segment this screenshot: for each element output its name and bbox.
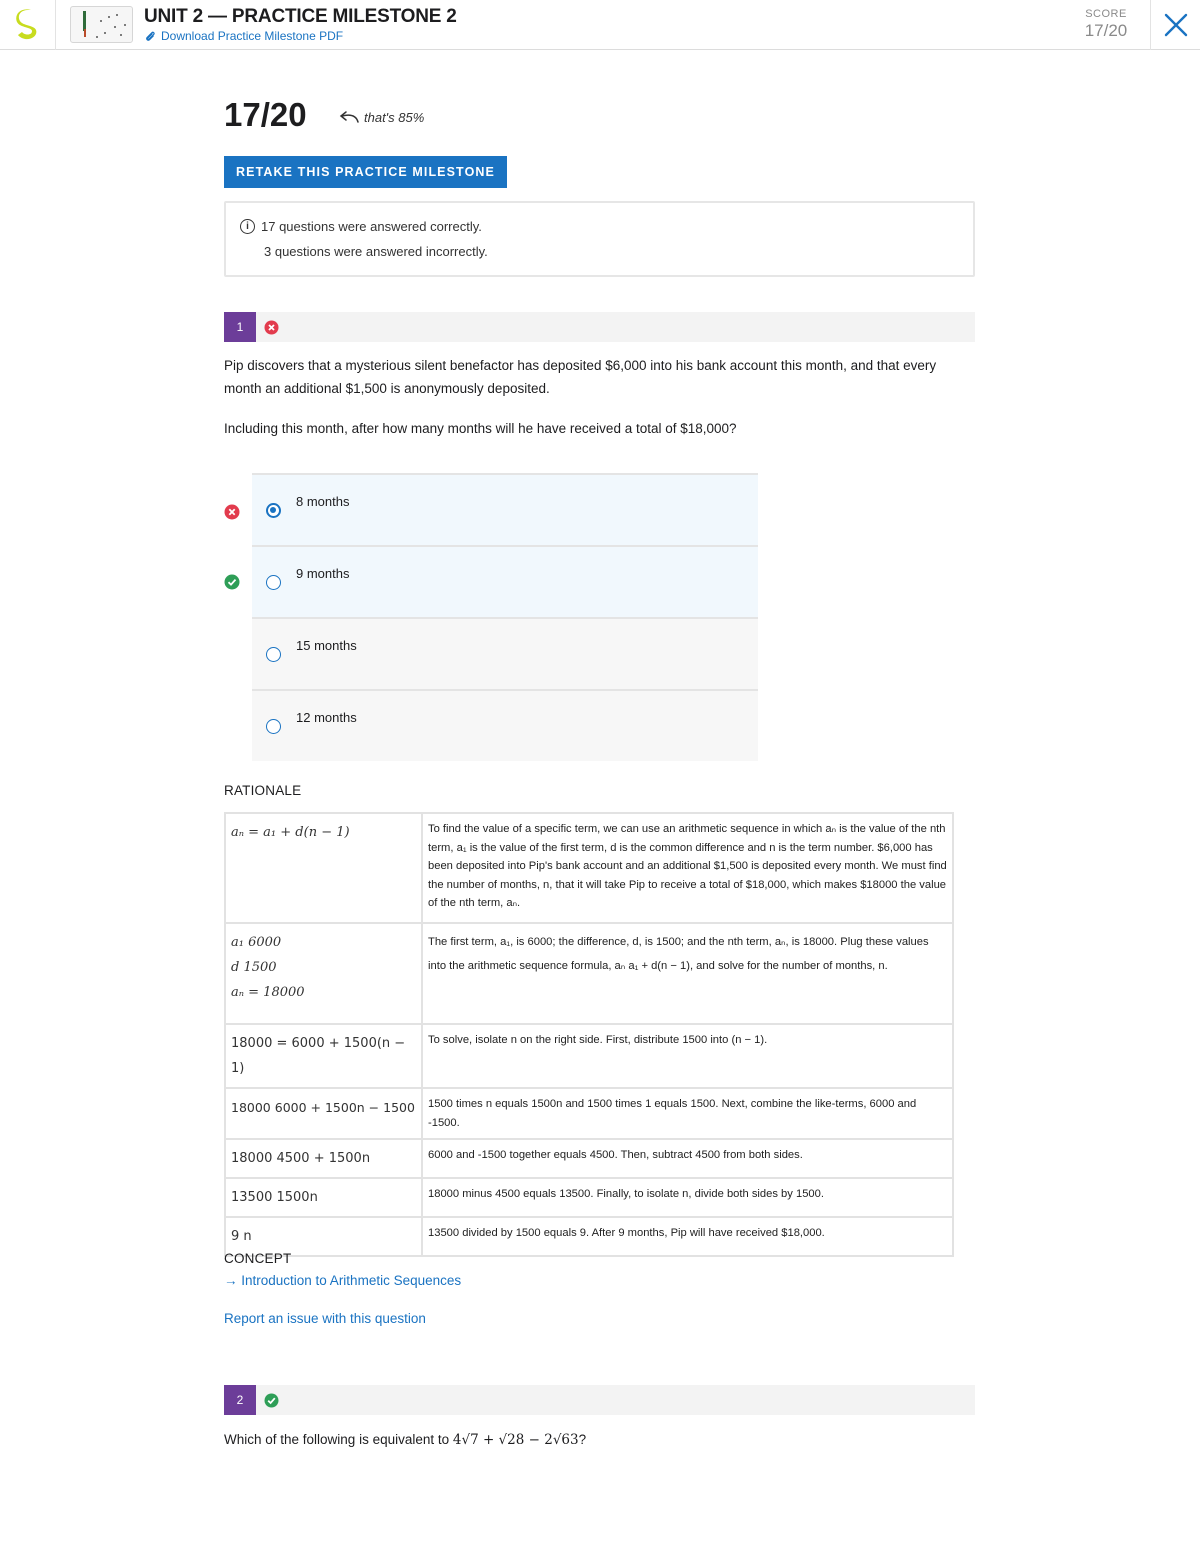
logo-cell[interactable] [0, 0, 56, 50]
sophia-logo-icon [14, 8, 42, 42]
rationale-row [225, 813, 953, 923]
answer-list [252, 473, 758, 761]
answer-label: 8 months [296, 494, 350, 509]
rationale-row [225, 1024, 953, 1088]
correct-icon [264, 1393, 279, 1408]
question-2-expression: 4√7 + √28 − 2√63 [452, 1432, 579, 1448]
paperclip-icon [144, 30, 156, 42]
correct-summary [240, 219, 482, 234]
answer-label: 12 months [296, 710, 357, 725]
question-1-paragraph-1: Pip discovers that a mysterious silent benefactor has deposited $6,000 into his bank account this month, and that every month an additional $1,500 is anonymously deposited. [224, 358, 937, 396]
question-1-paragraph-2: Including this month, after how many months will he have received a total of $18,000? [224, 421, 737, 436]
rationale-table [224, 812, 954, 1257]
answer-summary-box [224, 201, 975, 277]
rationale-explanation: The first term, a₁, is 6000; the difference, d, is 1500; and the nth term, aₙ, is 18000. Plug these values into the arithmetic sequence formula, aₙ a₁ + d(n − 1), and solve for the number of months, n. [422, 923, 953, 1024]
radio-button[interactable] [266, 575, 281, 590]
answer-label: 15 months [296, 638, 357, 653]
rationale-row [225, 1217, 953, 1256]
answer-label: 9 months [296, 566, 350, 581]
radio-selected[interactable] [266, 503, 281, 518]
rationale-row [225, 1088, 953, 1139]
rationale-explanation: To solve, isolate n on the right side. First, distribute 1500 into (n − 1). [422, 1024, 953, 1088]
answer-option[interactable] [252, 689, 758, 761]
rationale-equation: 18000 = 6000 + 1500(n − 1) [225, 1024, 422, 1088]
radio-button[interactable] [266, 719, 281, 734]
rationale-row [225, 923, 953, 1024]
rationale-explanation: 1500 times n equals 1500n and 1500 times 1 equals 1500. Next, combine the like-terms, 6000 and -1500. [422, 1088, 953, 1139]
question-2-suffix: ? [578, 1432, 587, 1447]
question-2-text [224, 1428, 976, 1452]
incorrect-icon [264, 320, 279, 335]
total-score: 17/20 [224, 96, 307, 133]
rationale-equation: 13500 1500n [225, 1178, 422, 1217]
incorrect-answer-icon [224, 504, 240, 520]
rationale-equation: a₁ 6000 d 1500 aₙ = 18000 [225, 923, 422, 1024]
concept-link[interactable]: → Introduction to Arithmetic Sequences [224, 1273, 462, 1288]
thumbnail-image-icon [71, 7, 133, 43]
close-button[interactable] [1150, 0, 1200, 50]
question-2-prefix: Which of the following is equivalent to [224, 1432, 453, 1447]
correct-answer-icon [224, 574, 240, 590]
page-title: UNIT 2 — PRACTICE MILESTONE 2 [144, 6, 457, 27]
percent-text: that's 85% [364, 109, 425, 125]
header-score [1070, 8, 1142, 41]
rationale-row [225, 1178, 953, 1217]
answer-option[interactable] [252, 617, 758, 689]
answer-option[interactable] [252, 545, 758, 617]
correct-summary-text: 17 questions were answered correctly. [261, 219, 482, 234]
rationale-explanation: To find the value of a specific term, we can use an arithmetic sequence in which aₙ is the value of the nth term, a₁ is the value of the first term, d is the common difference and n is the term number. $6,000 has been deposited into Pip's bank account and an additional $1,500 is deposited every month. We must find the number of months, n, that it will take Pip to receive a total of $18,000, which makes $18000 the value of the nth term, aₙ. [422, 813, 953, 923]
rationale-explanation: 6000 and -1500 together equals 4500. Then, subtract 4500 from both sides. [422, 1139, 953, 1178]
download-pdf-link[interactable] [144, 29, 343, 43]
retake-button[interactable]: RETAKE THIS PRACTICE MILESTONE [224, 156, 507, 188]
top-header [0, 0, 1200, 50]
curved-arrow-icon [338, 109, 360, 125]
question-number: 2 [224, 1385, 256, 1415]
download-pdf-label: Download Practice Milestone PDF [161, 29, 344, 43]
rationale-equation: 18000 6000 + 1500n − 1500 [225, 1088, 422, 1139]
rationale-explanation: 13500 divided by 1500 equals 9. After 9 months, Pip will have received $18,000. [422, 1217, 953, 1256]
rationale-row [225, 1139, 953, 1178]
info-icon: i [240, 219, 255, 234]
close-icon [1163, 12, 1189, 38]
milestone-thumbnail [70, 6, 133, 43]
rationale-equation: 9 n [225, 1217, 422, 1256]
rationale-equation: aₙ = a₁ + d(n − 1) [225, 813, 422, 923]
percent-note [338, 109, 424, 125]
question-1-header [224, 312, 975, 342]
score-label: SCORE [1085, 8, 1127, 20]
question-number: 1 [224, 312, 256, 342]
concept-heading: CONCEPT [224, 1251, 292, 1266]
rationale-explanation: 18000 minus 4500 equals 13500. Finally, to isolate n, divide both sides by 1500. [422, 1178, 953, 1217]
score-value: 17/20 [1084, 21, 1128, 40]
answer-option[interactable] [252, 473, 758, 545]
rationale-equation: 18000 4500 + 1500n [225, 1139, 422, 1178]
rationale-heading: RATIONALE [224, 783, 302, 798]
question-2-header [224, 1385, 975, 1415]
report-issue-link[interactable]: Report an issue with this question [224, 1311, 426, 1326]
incorrect-summary-text: 3 questions were answered incorrectly. [264, 244, 488, 259]
radio-button[interactable] [266, 647, 281, 662]
